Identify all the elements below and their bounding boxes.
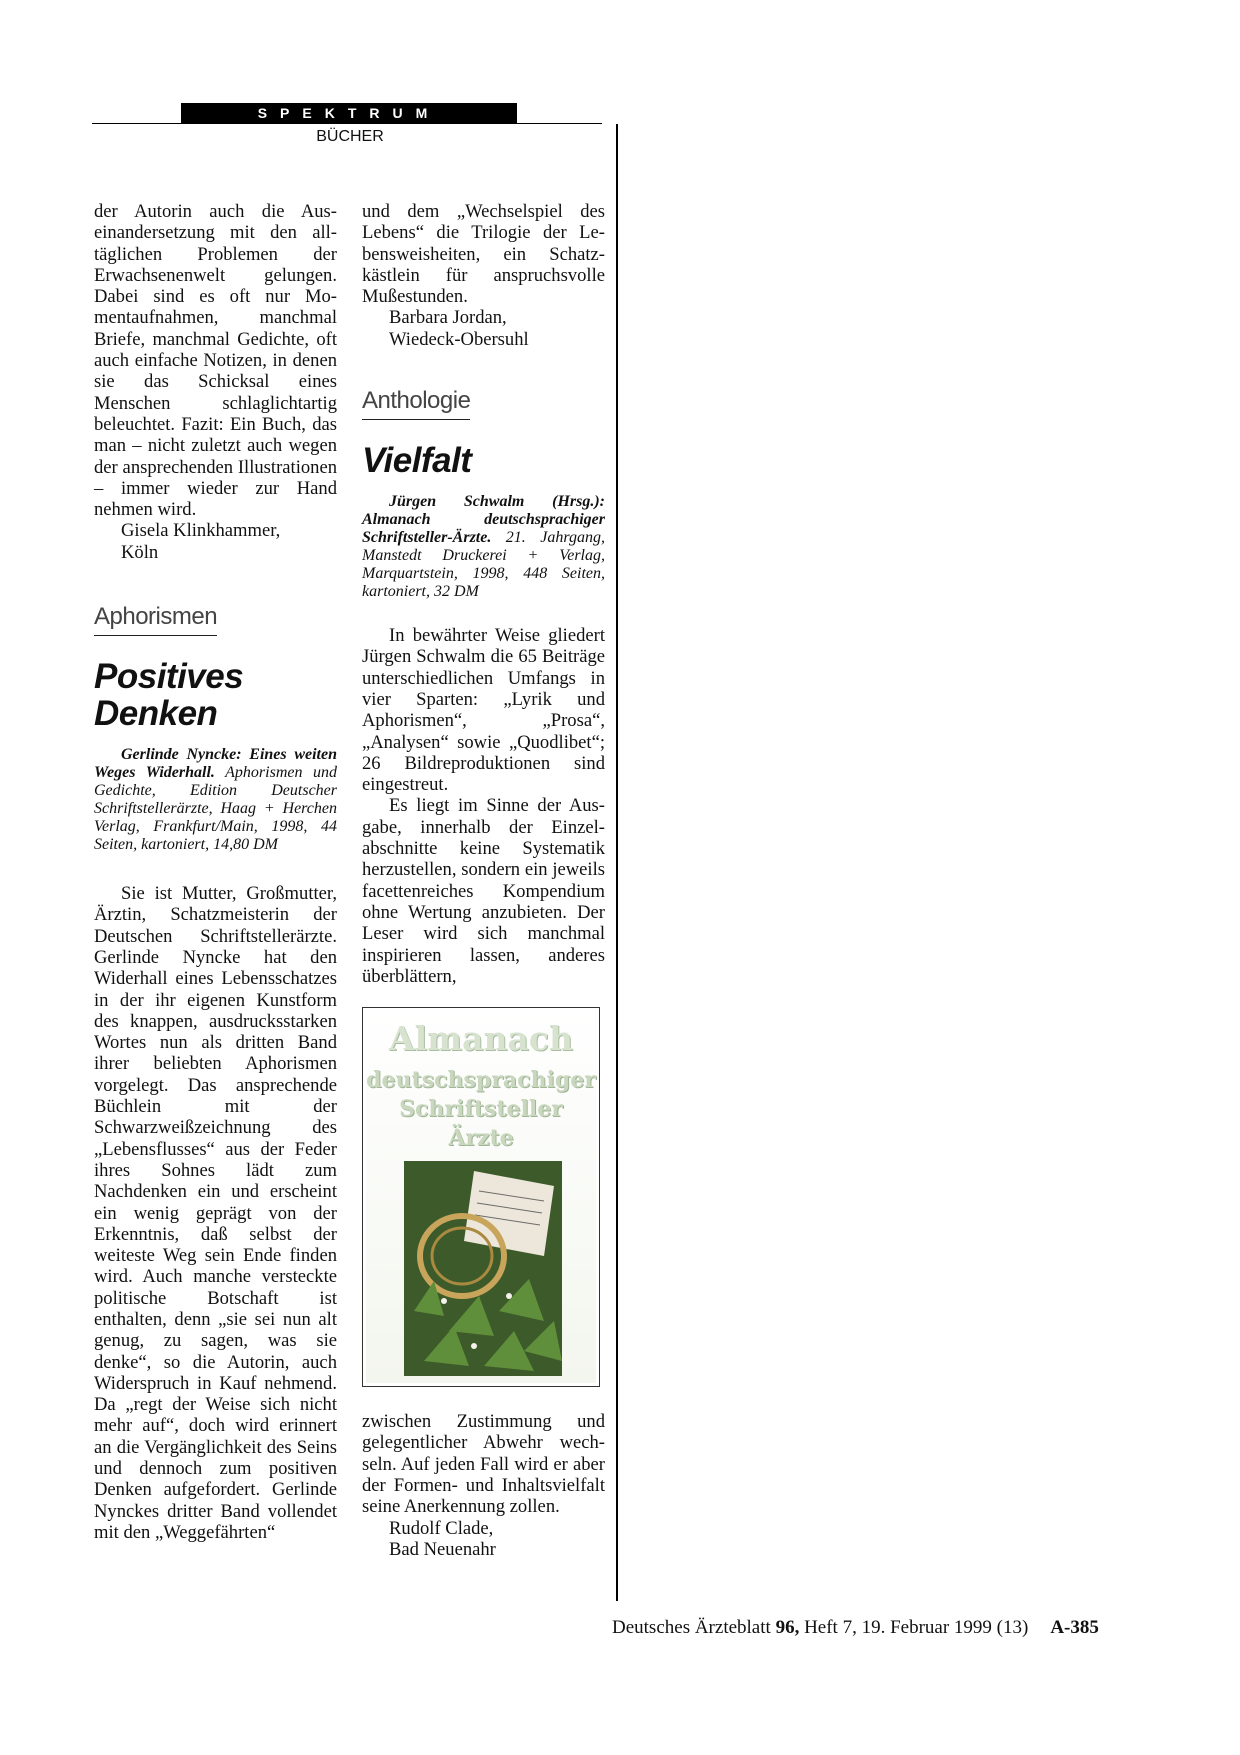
- book-details: 21. Jahrgang, Manstedt Druckerei + Verlag, Marquartstein, 1998, 448 Seiten, kartoniert, 32 DM: [362, 529, 605, 601]
- volume-number: 96,: [775, 1617, 800, 1638]
- article-paragraph: zwischen Zustimmung und gelegentlicher Abwehr wechseln. Auf jeden Fall wird er aber der Formen- und Inhaltsvielfalt seine Anerkennung zollen.: [362, 1411, 605, 1518]
- cover-photo: [404, 1161, 562, 1376]
- page-footer: [612, 1617, 1132, 1639]
- rubric-label: Aphorismen: [94, 603, 217, 636]
- book-title: Jürgen Schwalm (Hrsg.): Almanach deutschsprachiger Schriftsteller-Ärzte.: [362, 493, 605, 547]
- book-cover-image: [362, 1007, 600, 1387]
- author-name: Gisela Klinkhammer,: [121, 520, 281, 542]
- page-number: A-385: [1050, 1617, 1099, 1638]
- headline-line-1: Positives: [94, 657, 244, 697]
- article-paragraph: In bewährter Weise gliedert Jürgen Schwalm die 65 Beiträge unterschiedlichen Umfangs in vier Sparten: „Lyrik und Aphorismen“, „Prosa“, „Analysen“ sowie „Quodlibet“; 26 Bildreproduktionen sind eingestreut.: [362, 625, 605, 796]
- article-headline: [94, 658, 337, 732]
- article-continuation: der Autorin auch die Auseinandersetzung mit den alltäglichen Problemen der Erwachsenenwelt gelungen. Dabei sind es oft nur Momentaufnahmen, manchmal Briefe, manchmal Gedichte, oft auch einfache Notizen, in denen sie das Schicksal eines Menschen schlaglichtartig beleuchtet. Fazit: Ein Buch, das man – nicht zuletzt auch wegen der ansprechenden Illustrationen – immer wieder zur Hand nehmen wird.: [94, 201, 337, 521]
- author-signature: [362, 307, 605, 350]
- rubric-label: Anthologie: [362, 387, 470, 420]
- book-title: Gerlinde Nyncke: Eines weiten Weges Widerhall.: [94, 746, 337, 782]
- author-city: Bad Neuenahr: [389, 1538, 496, 1560]
- subsection-label: BÜCHER: [316, 128, 384, 145]
- article-continuation: und dem „Wechselspiel des Lebens“ die Trilogie der Lebensweisheiten, ein Schatzkästlein für anspruchsvolle Mußestunden.: [362, 201, 605, 308]
- bibliography: [362, 493, 605, 601]
- article-paragraph: Es liegt im Sinne der Ausgabe, innerhalb der Einzelabschnitte keine Systematik herzustellen, sondern ein jeweils facettenreiches Kompendium ohne Wertung anzubieten. Der Leser wird sich manchmal inspirieren lassen, anderes überblättern,: [362, 795, 605, 987]
- bibliography: [94, 746, 337, 854]
- author-name: Rudolf Clade,: [389, 1517, 494, 1539]
- middle-column: [362, 201, 605, 1560]
- left-column: [94, 201, 337, 1543]
- issue-info: Heft 7, 19. Februar 1999 (13): [799, 1617, 1029, 1638]
- book-details: Aphorismen und Gedichte, Edition Deutscher Schriftstellerärzte, Haag + Herchen Verlag, Frankfurt/Main, 1998, 44 Seiten, kartoniert, 14,80 DM: [94, 764, 337, 854]
- author-name: Barbara Jordan,: [389, 307, 507, 329]
- journal-name: Deutsches Ärzteblatt: [612, 1617, 776, 1638]
- author-city: Wiedeck-Obersuhl: [389, 328, 529, 350]
- author-city: Köln: [121, 541, 159, 563]
- author-signature: [362, 1518, 605, 1561]
- column-divider: [616, 124, 618, 1601]
- headline-line-2: Denken: [94, 694, 218, 734]
- header-rule: [92, 123, 602, 124]
- author-signature: [94, 520, 337, 563]
- section-banner: SPEKTRUM: [181, 103, 517, 123]
- cover-title: Almanach: [389, 1019, 573, 1059]
- horn-leaves-illustration: [404, 1161, 562, 1376]
- article-headline: Vielfalt: [362, 441, 472, 481]
- cover-subtitle: deutschsprachiger Schriftsteller Ärzte: [366, 1067, 596, 1152]
- article-body: Sie ist Mutter, Großmutter, Ärztin, Schatzmeisterin der Deutschen Schriftstellerärzte. Gerlinde Nyncke hat den Widerhall eines Lebensschatzes in der ihr eigenen Kunstform des knappen, ausdrucksstarken Wortes nun als dritten Band ihrer beliebten Aphorismen vorgelegt. Das ansprechende Büchlein mit der Schwarzweißzeichnung des „Lebensflusses“ aus der Feder ihres Sohnes lädt zum Nachdenken ein und erscheint ein wenig geprägt von der Erkenntnis, daß selbst der weiteste Weg sein Ende finden wird. Auch manche versteckte politische Botschaft ist enthalten, denn „sie sei nun alt genug, zu sagen, was sie denke“, so die Autorin, auch Widerspruch in Kauf nehmend. Da „regt der Weise sich nicht mehr auf“, doch wird erinnert an die Vergänglichkeit des Seins und dennoch zum positiven Denken aufgefordert. Gerlinde Nynckes dritter Band vollendet mit den „Weggefährten“: [94, 883, 337, 1543]
